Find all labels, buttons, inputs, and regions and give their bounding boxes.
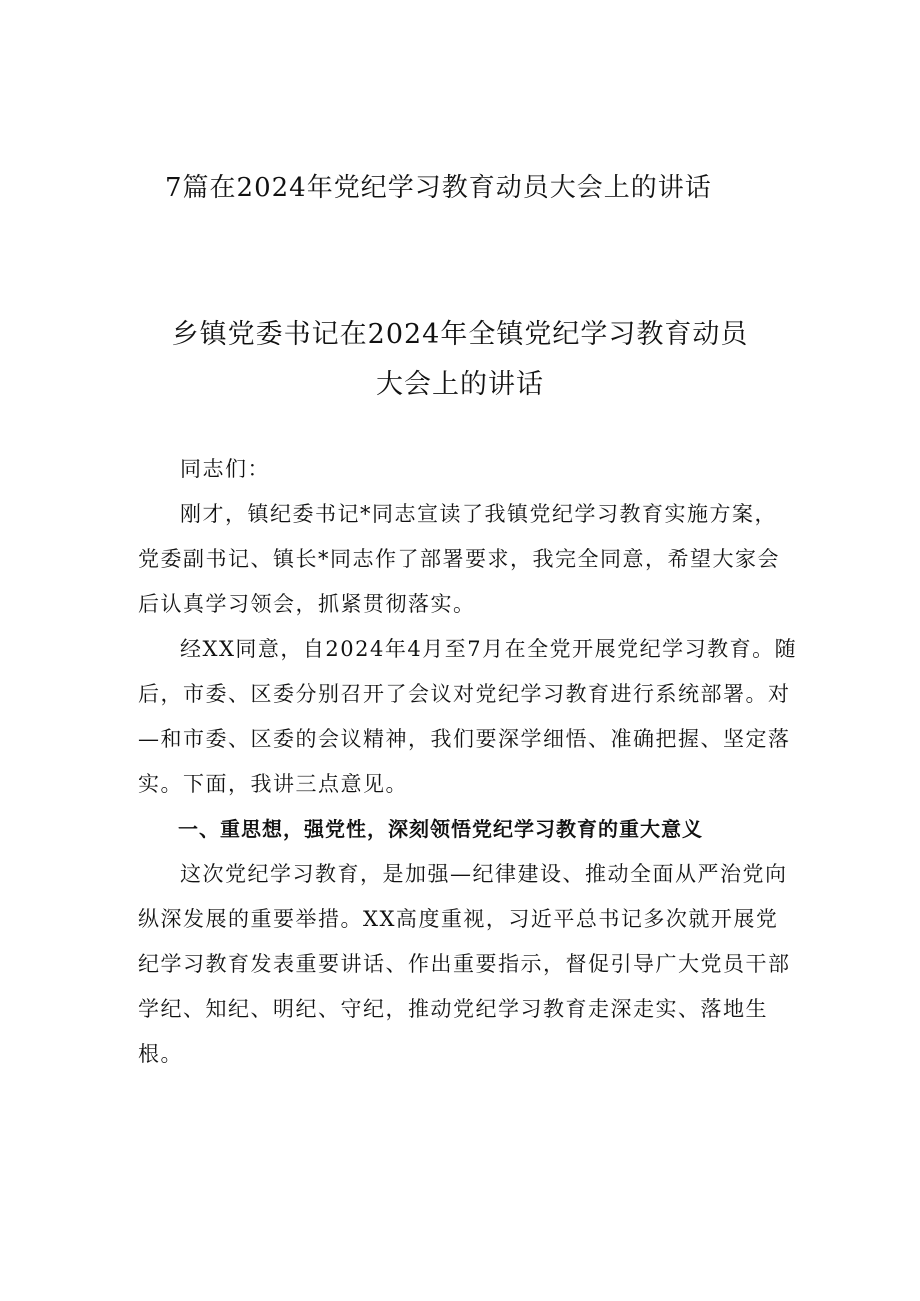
speech-title [140,310,780,410]
document-title: 7篇在2024年党纪学习教育动员大会上的讲话 [165,173,712,203]
section-heading-1: 一、重思想，强党性，深刻领悟党纪学习教育的重大意义 [178,817,703,841]
paragraph-opening: 刚才，镇纪委书记*同志宣读了我镇党纪学习教育实施方案，党委副书记、镇长*同志作了部署要求，我完全同意，希望大家会后认真学习领会，抓紧贯彻落实。 [138,502,780,616]
speech-title-line-2: 大会上的讲话 [376,369,544,400]
speech-title-line-1: 乡镇党委书记在2024年全镇党纪学习教育动员 [171,319,749,350]
paragraph-background: 经XX同意，自2024年4月至7月在全党开展党纪学习教育。随后，市委、区委分别召开了会议对党纪学习教育进行系统部署。对—和市委、区委的会议精神，我们要深学细悟、准确把握、坚定落实。下面，我讲三点意见。 [138,637,798,796]
speech-body [138,447,798,1077]
salutation: 同志们： [180,457,270,481]
paragraph-section-1: 这次党纪学习教育，是加强—纪律建设、推动全面从严治党向纵深发展的重要举措。XX高度重视，习近平总书记多次就开展党纪学习教育发表重要讲话、作出重要指示，督促引导广大党员干部学纪、知纪、明纪、守纪，推动党纪学习教育走深走实、落地生根。 [138,862,791,1066]
